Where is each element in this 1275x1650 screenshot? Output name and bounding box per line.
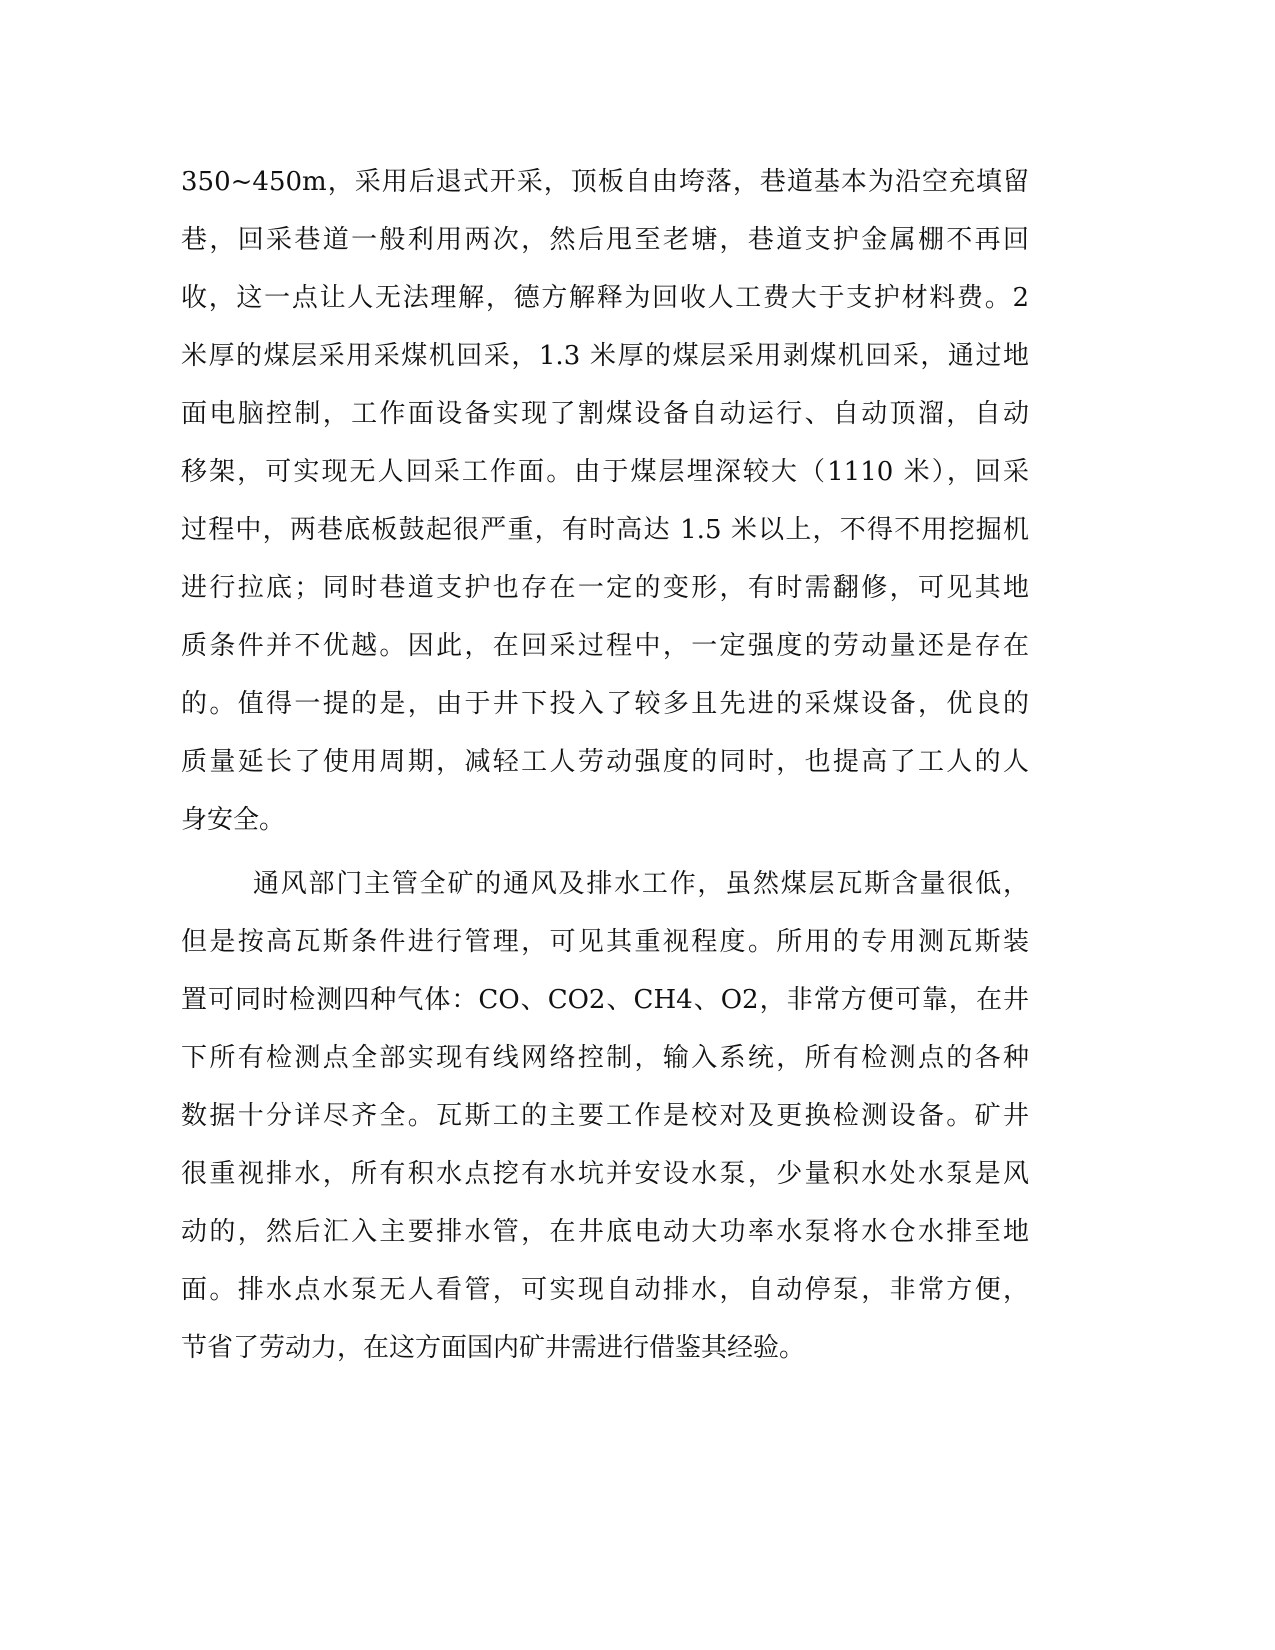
text-line: 过程中，两巷底板鼓起很严重，有时高达 1.5 米以上，不得不用挖掘机 (181, 515, 1029, 545)
text-line: 质量延长了使用周期，减轻工人劳动强度的同时，也提高了工人的人 (181, 747, 1029, 777)
text-line: 动的，然后汇入主要排水管，在井底电动大功率水泵将水仓水排至地 (181, 1217, 1029, 1247)
text-line: 节省了劳动力，在这方面国内矿井需进行借鉴其经验。 (181, 1333, 806, 1363)
text-line: 进行拉底；同时巷道支护也存在一定的变形，有时需翻修，可见其地 (181, 573, 1029, 603)
text-line: 身安全。 (181, 805, 286, 835)
text-line: 质条件并不优越。因此，在回采过程中，一定强度的劳动量还是存在 (181, 631, 1029, 661)
text-line: 面。排水点水泵无人看管，可实现自动排水，自动停泵，非常方便， (181, 1275, 1029, 1305)
text-line: 很重视排水，所有积水点挖有水坑并安设水泵，少量积水处水泵是风 (181, 1159, 1029, 1189)
text-line: 下所有检测点全部实现有线网络控制，输入系统，所有检测点的各种 (181, 1043, 1029, 1073)
text-line: 面电脑控制，工作面设备实现了割煤设备自动运行、自动顶溜，自动 (181, 399, 1029, 429)
text-line: 米厚的煤层采用采煤机回采，1.3 米厚的煤层采用剥煤机回采，通过地 (181, 341, 1029, 371)
text-line: 的。值得一提的是，由于井下投入了较多且先进的采煤设备，优良的 (181, 689, 1029, 719)
text-line: 移架，可实现无人回采工作面。由于煤层埋深较大（1110 米），回采 (181, 457, 1029, 487)
text-line: 巷，回采巷道一般利用两次，然后甩至老塘，巷道支护金属棚不再回 (181, 225, 1029, 255)
text-line: 数据十分详尽齐全。瓦斯工的主要工作是校对及更换检测设备。矿井 (181, 1101, 1029, 1131)
text-line: 通风部门主管全矿的通风及排水工作，虽然煤层瓦斯含量很低， (253, 869, 1029, 899)
text-line: 置可同时检测四种气体：CO、CO2、CH4、O2，非常方便可靠，在井 (181, 985, 1029, 1015)
text-line: 收，这一点让人无法理解，德方解释为回收人工费大于支护材料费。2 (181, 283, 1029, 313)
text-line: 但是按高瓦斯条件进行管理，可见其重视程度。所用的专用测瓦斯装 (181, 927, 1029, 957)
text-line: 350~450m，采用后退式开采，顶板自由垮落，巷道基本为沿空充填留 (181, 167, 1029, 197)
